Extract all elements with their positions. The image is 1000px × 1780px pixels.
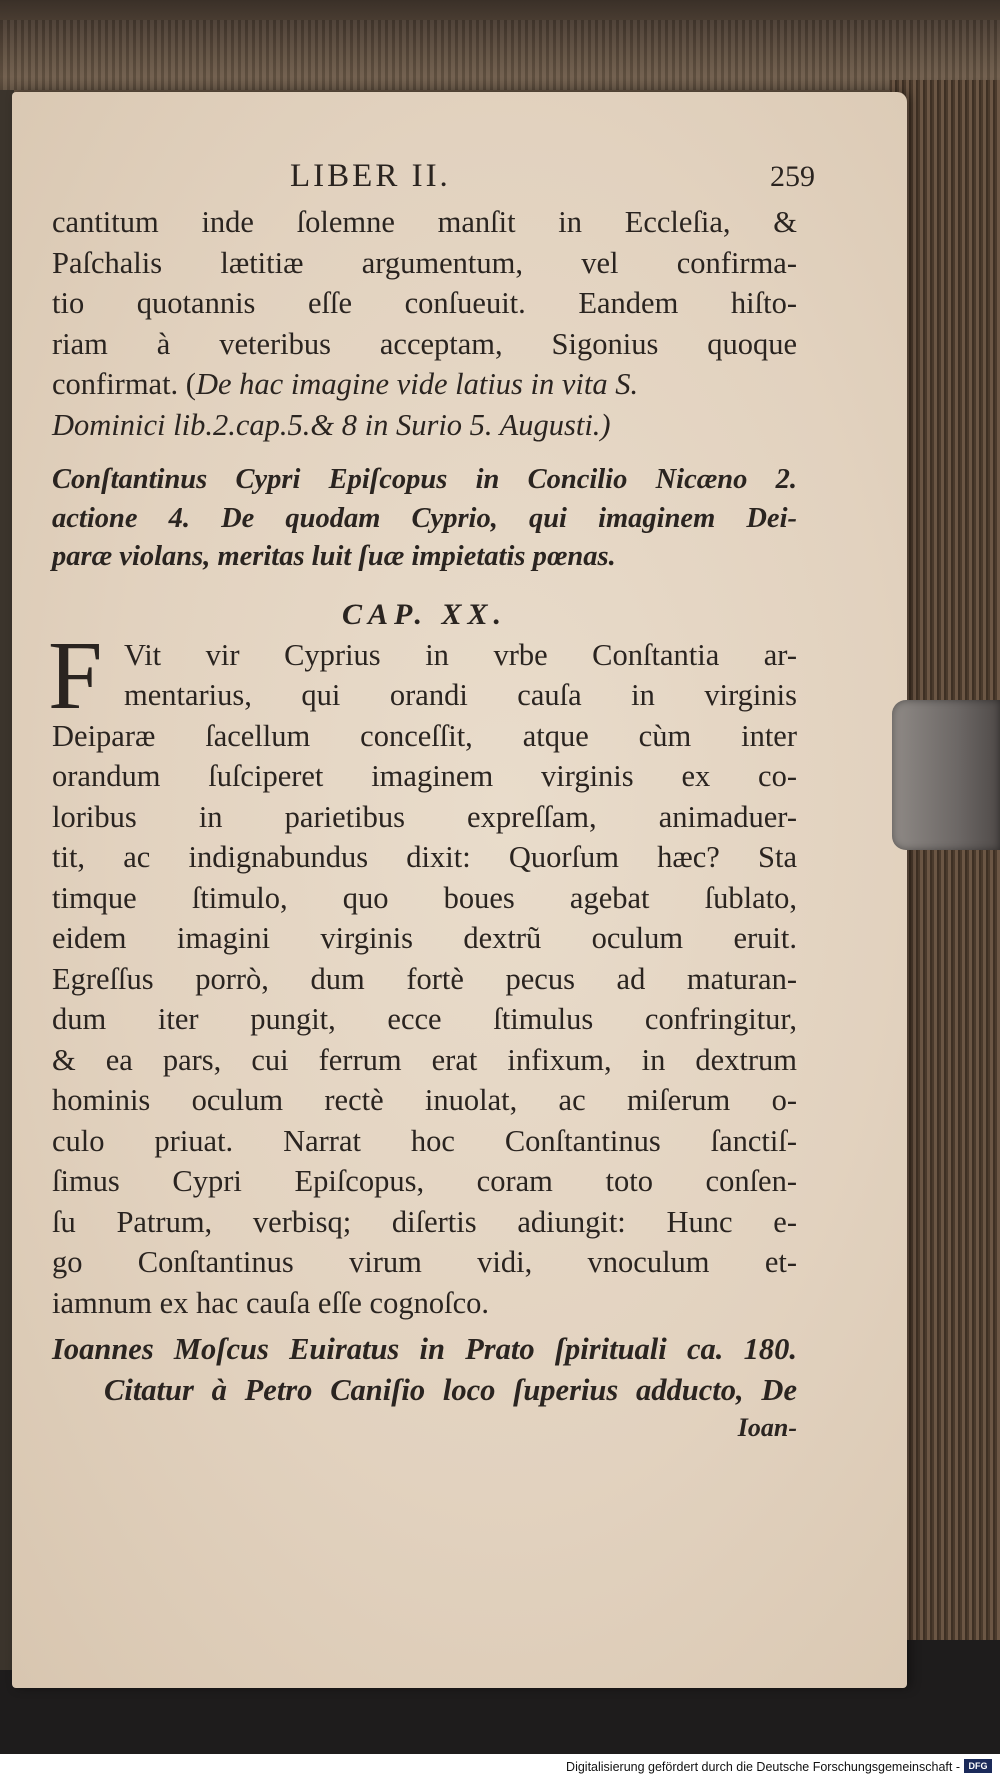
text-line: timque ſtimulo, quo boues agebat ſublato, <box>52 880 797 915</box>
text-line: riam à veteribus acceptam, Sigonius quoque <box>52 326 797 361</box>
text-line: iamnum ex hac cauſa eſſe cognoſco. <box>52 1285 489 1320</box>
text-fragment: confirmat. ( <box>52 367 196 401</box>
dfg-logo: DFG <box>964 1759 992 1773</box>
text-line: Egreſſus porrò, dum fortè pecus ad maturan- <box>52 961 797 996</box>
text-line: Deiparæ ſacellum conceſſit, atque cùm inter <box>52 718 797 753</box>
text-line: hominis oculum rectè inuolat, ac miſerum o- <box>52 1083 797 1117</box>
summary-line: paræ violans, meritas luit ſuæ impietatis pœnas. <box>52 541 616 572</box>
page-header <box>52 158 815 202</box>
text-line: ſimus Cypri Epiſcopus, coram toto conſen- <box>52 1164 797 1198</box>
text-line: tit, ac indignabundus dixit: Quorſum hæc? Sta <box>52 840 797 874</box>
page-text <box>48 158 815 1446</box>
italic-reference: De hac imagine vide latius in vita S. <box>195 367 639 401</box>
chapter-summary <box>52 461 797 577</box>
drop-cap: F <box>48 621 103 730</box>
summary-line: actione 4. De quodam Cyprio, qui imaginem Dei- <box>52 502 797 534</box>
page-number: 259 <box>770 160 815 193</box>
italic-reference-line: Dominici lib.2.cap.5.& 8 in Surio 5. Augusti.) <box>52 407 611 442</box>
running-title: LIBER II. <box>290 158 451 194</box>
chapter-body <box>48 621 797 1324</box>
text-line: & ea pars, cui ferrum erat infixum, in dextrum <box>52 1042 797 1077</box>
text-line: Vit vir Cyprius in vrbe Conſtantia ar- <box>124 637 797 672</box>
paragraph-continued <box>52 202 797 445</box>
text-line: dum iter pungit, ecce ſtimulus confringitur, <box>52 1002 797 1036</box>
citation-line: Citatur à Petro Caniſio loco ſuperius adducto, De <box>104 1372 797 1407</box>
text-line: go Conſtantinus virum vidi, vnoculum et- <box>52 1245 797 1279</box>
text-line: mentarius, qui orandi cauſa in virginis <box>124 678 797 712</box>
text-line: ſu Patrum, verbisq; diſertis adiungit: Hunc e- <box>52 1204 797 1239</box>
citation-line: Ioannes Moſcus Euiratus in Prato ſpirituali ca. 180. <box>52 1332 797 1366</box>
catchword: Ioan- <box>737 1413 797 1442</box>
text-line: culo priuat. Narrat hoc Conſtantinus ſanctiſ- <box>52 1123 797 1158</box>
text-line: Paſchalis lætitiæ argumentum, vel confirma- <box>52 245 797 280</box>
citation <box>52 1329 797 1410</box>
digitization-footer <box>0 1754 1000 1780</box>
text-line <box>52 364 797 405</box>
book-clasp <box>892 700 1000 850</box>
text-line: orandum ſuſciperet imaginem virginis ex co- <box>52 759 797 793</box>
text-line: loribus in parietibus expreſſam, animaduer- <box>52 799 797 834</box>
text-line: eidem imagini virginis dextrũ oculum eruit. <box>52 921 797 955</box>
footer-text: Digitalisierung gefördert durch die Deutsche Forschungsgemeinschaft - <box>566 1760 960 1774</box>
chapter-heading: CAP. XX. <box>342 597 507 631</box>
summary-line: Conſtantinus Cypri Epiſcopus in Concilio Nicæno 2. <box>52 464 797 495</box>
text-line: tio quotannis eſſe conſueuit. Eandem hiſto- <box>52 286 797 320</box>
text-line: cantitum inde ſolemne manſit in Eccleſia, & <box>52 205 797 239</box>
